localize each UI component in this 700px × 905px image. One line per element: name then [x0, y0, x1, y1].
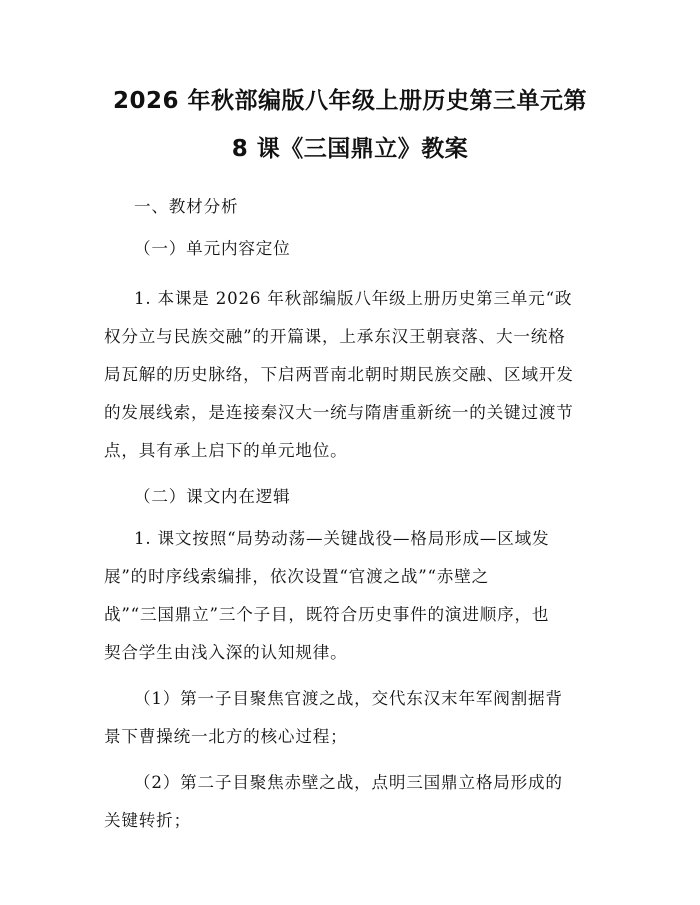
paragraph-line: 关键转折； — [104, 811, 191, 830]
paragraph-line: 的发展线索，是连接秦汉大一统与隋唐重新统一的关键过渡节 — [104, 403, 574, 422]
paragraph-line: 1. 课文按照“局势动荡—关键战役—格局形成—区域发 — [134, 529, 550, 548]
document-title-line-2: 8 课《三国鼎立》教案 — [231, 136, 469, 162]
subsection-heading-text-logic: （二）课文内在逻辑 — [134, 487, 291, 506]
section-heading: 一、教材分析 — [134, 197, 239, 216]
paragraph-line: 1. 本课是 2026 年秋部编版八年级上册历史第三单元“政 — [134, 289, 573, 308]
paragraph-line: 战”“三国鼎立”三个子目，既符合历史事件的演进顺序，也 — [104, 605, 550, 624]
subsection-heading-unit-position: （一）单元内容定位 — [134, 239, 291, 258]
paragraph-line: 景下曹操统一北方的核心过程； — [104, 727, 348, 746]
paragraph-line: 权分立与民族交融”的开篇课，上承东汉王朝衰落、大一统格 — [104, 327, 566, 346]
paragraph-line: （1）第一子目聚焦官渡之战，交代东汉末年军阀割据背 — [134, 689, 563, 708]
document-title-line-1: 2026 年秋部编版八年级上册历史第三单元第 — [112, 88, 588, 114]
paragraph-line: 展”的时序线索编排，依次设置“官渡之战”“赤壁之 — [104, 567, 490, 586]
paragraph-line: 点，具有承上启下的单元地位。 — [104, 441, 348, 460]
paragraph-line: 局瓦解的历史脉络，下启两晋南北朝时期民族交融、区域开发 — [104, 365, 574, 384]
paragraph-line: 契合学生由浅入深的认知规律。 — [104, 643, 348, 662]
paragraph-line: （2）第二子目聚焦赤壁之战，点明三国鼎立格局形成的 — [134, 773, 563, 792]
